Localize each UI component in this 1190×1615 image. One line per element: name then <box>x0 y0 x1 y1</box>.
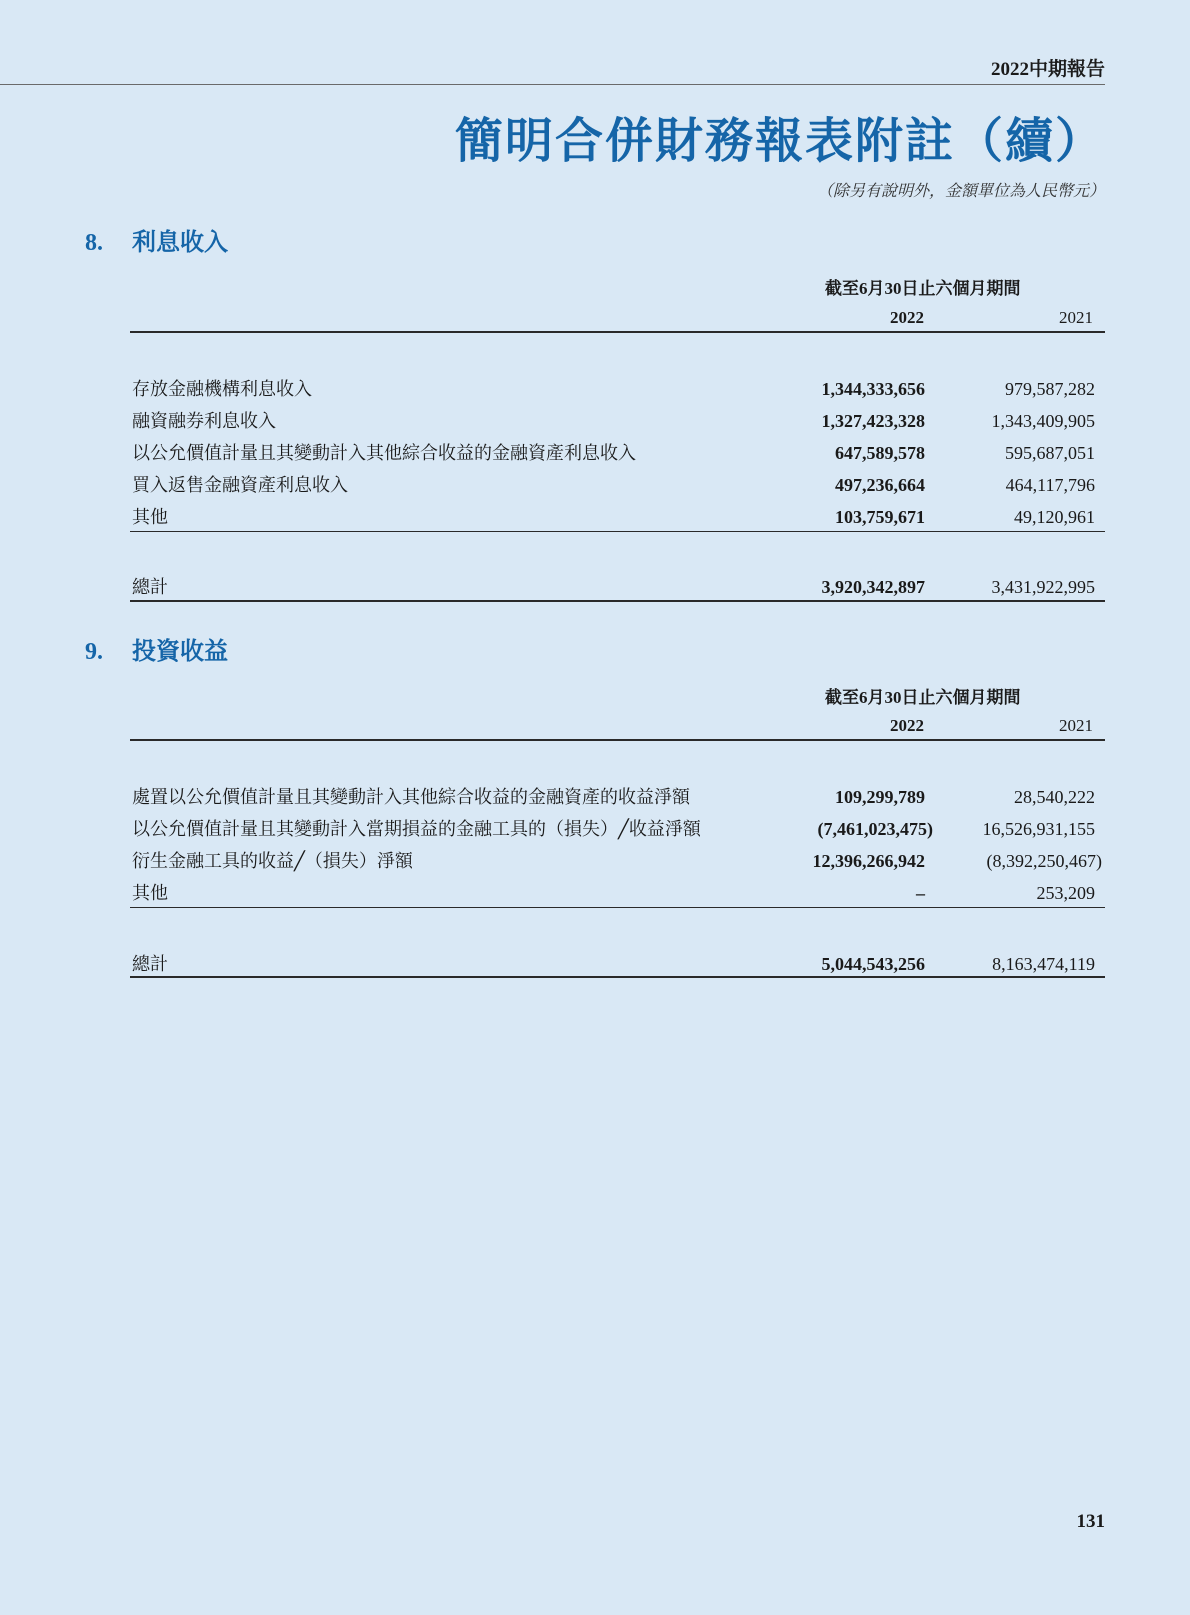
section-9-total-rule <box>130 976 1105 978</box>
table-row <box>130 877 1105 909</box>
total-label: 總計 <box>132 577 168 597</box>
section-8-header-rule <box>130 331 1105 333</box>
section-9-year-current: 2022 <box>890 716 924 735</box>
row-value-2022: – <box>916 883 925 903</box>
table-row <box>130 845 1105 877</box>
total-value-2021: 8,163,474,119 <box>992 954 1095 974</box>
row-value-2021: (8,392,250,467) <box>986 851 1102 871</box>
table-row <box>130 373 1105 405</box>
header-divider <box>0 84 1105 85</box>
row-value-2022: 497,236,664 <box>835 475 925 495</box>
row-value-2021: 16,526,931,155 <box>982 819 1095 839</box>
row-value-2021: 28,540,222 <box>1014 787 1095 807</box>
row-label: 存放金融機構利息收入 <box>132 379 312 399</box>
section-8-subtotal-rule <box>130 531 1105 532</box>
section-8-year-current: 2022 <box>890 308 924 327</box>
row-value-2021: 253,209 <box>1036 883 1095 903</box>
row-label: 衍生金融工具的收益╱（損失）淨額 <box>132 851 413 871</box>
table-row <box>130 501 1105 533</box>
section-9-title: 投資收益 <box>132 639 228 665</box>
total-value-2021: 3,431,922,995 <box>991 577 1095 597</box>
row-value-2022: (7,461,023,475) <box>817 819 933 839</box>
row-label: 買入返售金融資產利息收入 <box>132 475 348 495</box>
table-row <box>130 405 1105 437</box>
unit-note: （除另有說明外，金額單位為人民幣元） <box>816 183 1105 200</box>
row-value-2022: 109,299,789 <box>835 787 925 807</box>
total-value-2022: 5,044,543,256 <box>821 954 925 974</box>
row-value-2022: 647,589,578 <box>835 443 925 463</box>
section-8-number: 8. <box>85 230 103 256</box>
report-title: 2022中期報告 <box>990 59 1105 80</box>
row-value-2021: 464,117,796 <box>1005 475 1095 495</box>
section-9-year-prior: 2021 <box>1059 716 1093 735</box>
table-row <box>130 813 1105 845</box>
row-value-2021: 1,343,409,905 <box>991 411 1095 431</box>
row-label: 以公允價值計量且其變動計入當期損益的金融工具的（損失）╱收益淨額 <box>132 819 701 839</box>
page-number: 131 <box>1076 1511 1105 1532</box>
total-label: 總計 <box>132 954 168 974</box>
row-value-2022: 103,759,671 <box>835 507 925 527</box>
table-row <box>130 437 1105 469</box>
section-8-heading <box>85 222 228 257</box>
section-8-year-prior: 2021 <box>1059 308 1093 327</box>
section-8-period-label: 截至6月30日止六個月期間 <box>825 279 1021 298</box>
section-8-title: 利息收入 <box>132 230 228 256</box>
row-value-2022: 1,327,423,328 <box>821 411 925 431</box>
row-label: 其他 <box>132 507 168 527</box>
section-9-subtotal-rule <box>130 907 1105 908</box>
total-value-2022: 3,920,342,897 <box>821 577 925 597</box>
row-label: 處置以公允價值計量且其變動計入其他綜合收益的金融資產的收益淨額 <box>132 787 690 807</box>
section-9-number: 9. <box>85 639 103 665</box>
page-title: 簡明合併財務報表附註（續） <box>454 115 1105 168</box>
section-8-total-rule <box>130 600 1105 602</box>
row-value-2022: 1,344,333,656 <box>821 379 925 399</box>
row-label: 以公允價值計量且其變動計入其他綜合收益的金融資產利息收入 <box>132 443 636 463</box>
row-label: 融資融券利息收入 <box>132 411 276 431</box>
row-value-2022: 12,396,266,942 <box>812 851 925 871</box>
total-row <box>130 571 1105 603</box>
row-value-2021: 49,120,961 <box>1014 507 1095 527</box>
row-value-2021: 979,587,282 <box>1005 379 1095 399</box>
section-9-header-rule <box>130 739 1105 741</box>
row-label: 其他 <box>132 883 168 903</box>
row-value-2021: 595,687,051 <box>1005 443 1095 463</box>
section-9-heading <box>85 631 228 666</box>
table-row <box>130 781 1105 813</box>
section-9-period-label: 截至6月30日止六個月期間 <box>825 688 1021 707</box>
table-row <box>130 469 1105 501</box>
